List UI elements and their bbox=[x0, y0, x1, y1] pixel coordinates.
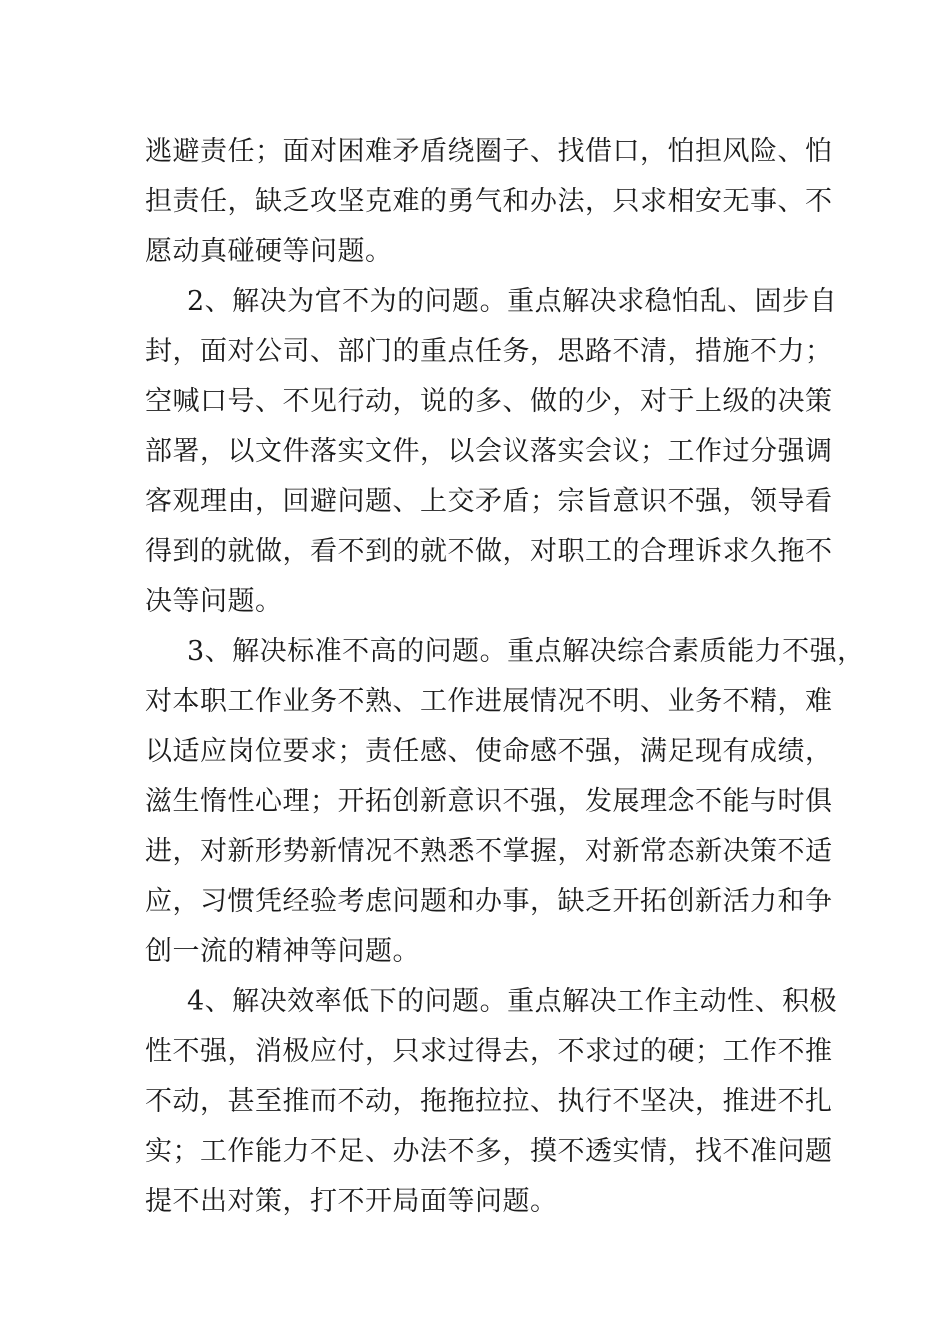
text-line: 创一流的精神等问题。 bbox=[145, 936, 420, 967]
text-line: 得到的就做，看不到的就不做，对职工的合理诉求久拖不 bbox=[145, 536, 833, 567]
text-line: 不动，甚至推而不动，拖拖拉拉、执行不坚决，推进不扎 bbox=[145, 1086, 833, 1117]
text-line: 对本职工作业务不熟、工作进展情况不明、业务不精，难 bbox=[145, 686, 833, 717]
text-line: 客观理由，回避问题、上交矛盾；宗旨意识不强，领导看 bbox=[145, 486, 833, 517]
text-line: 逃避责任；面对困难矛盾绕圈子、找借口，怕担风险、怕 bbox=[145, 136, 833, 167]
text-line: 4、解决效率低下的问题。重点解决工作主动性、积极 bbox=[187, 986, 838, 1017]
text-line: 实；工作能力不足、办法不多，摸不透实情，找不准问题 bbox=[145, 1136, 833, 1167]
text-line: 愿动真碰硬等问题。 bbox=[145, 236, 393, 267]
text-line: 决等问题。 bbox=[145, 586, 283, 617]
text-line: 进，对新形势新情况不熟悉不掌握，对新常态新决策不适 bbox=[145, 836, 833, 867]
text-line: 部署，以文件落实文件，以会议落实会议；工作过分强调 bbox=[145, 436, 833, 467]
text-line: 提不出对策，打不开局面等问题。 bbox=[145, 1186, 558, 1217]
text-line: 3、解决标准不高的问题。重点解决综合素质能力不强， bbox=[187, 636, 865, 667]
text-line: 空喊口号、不见行动，说的多、做的少，对于上级的决策 bbox=[145, 386, 833, 417]
text-line: 2、解决为官不为的问题。重点解决求稳怕乱、固步自 bbox=[187, 286, 838, 317]
text-line: 担责任，缺乏攻坚克难的勇气和办法，只求相安无事、不 bbox=[145, 186, 833, 217]
text-line: 滋生惰性心理；开拓创新意识不强，发展理念不能与时俱 bbox=[145, 786, 833, 817]
text-line: 应，习惯凭经验考虑问题和办事，缺乏开拓创新活力和争 bbox=[145, 886, 833, 917]
text-line: 性不强，消极应付，只求过得去，不求过的硬；工作不推 bbox=[145, 1036, 833, 1067]
text-line: 以适应岗位要求；责任感、使命感不强，满足现有成绩， bbox=[145, 736, 833, 767]
text-line: 封，面对公司、部门的重点任务，思路不清，措施不力； bbox=[145, 336, 833, 367]
